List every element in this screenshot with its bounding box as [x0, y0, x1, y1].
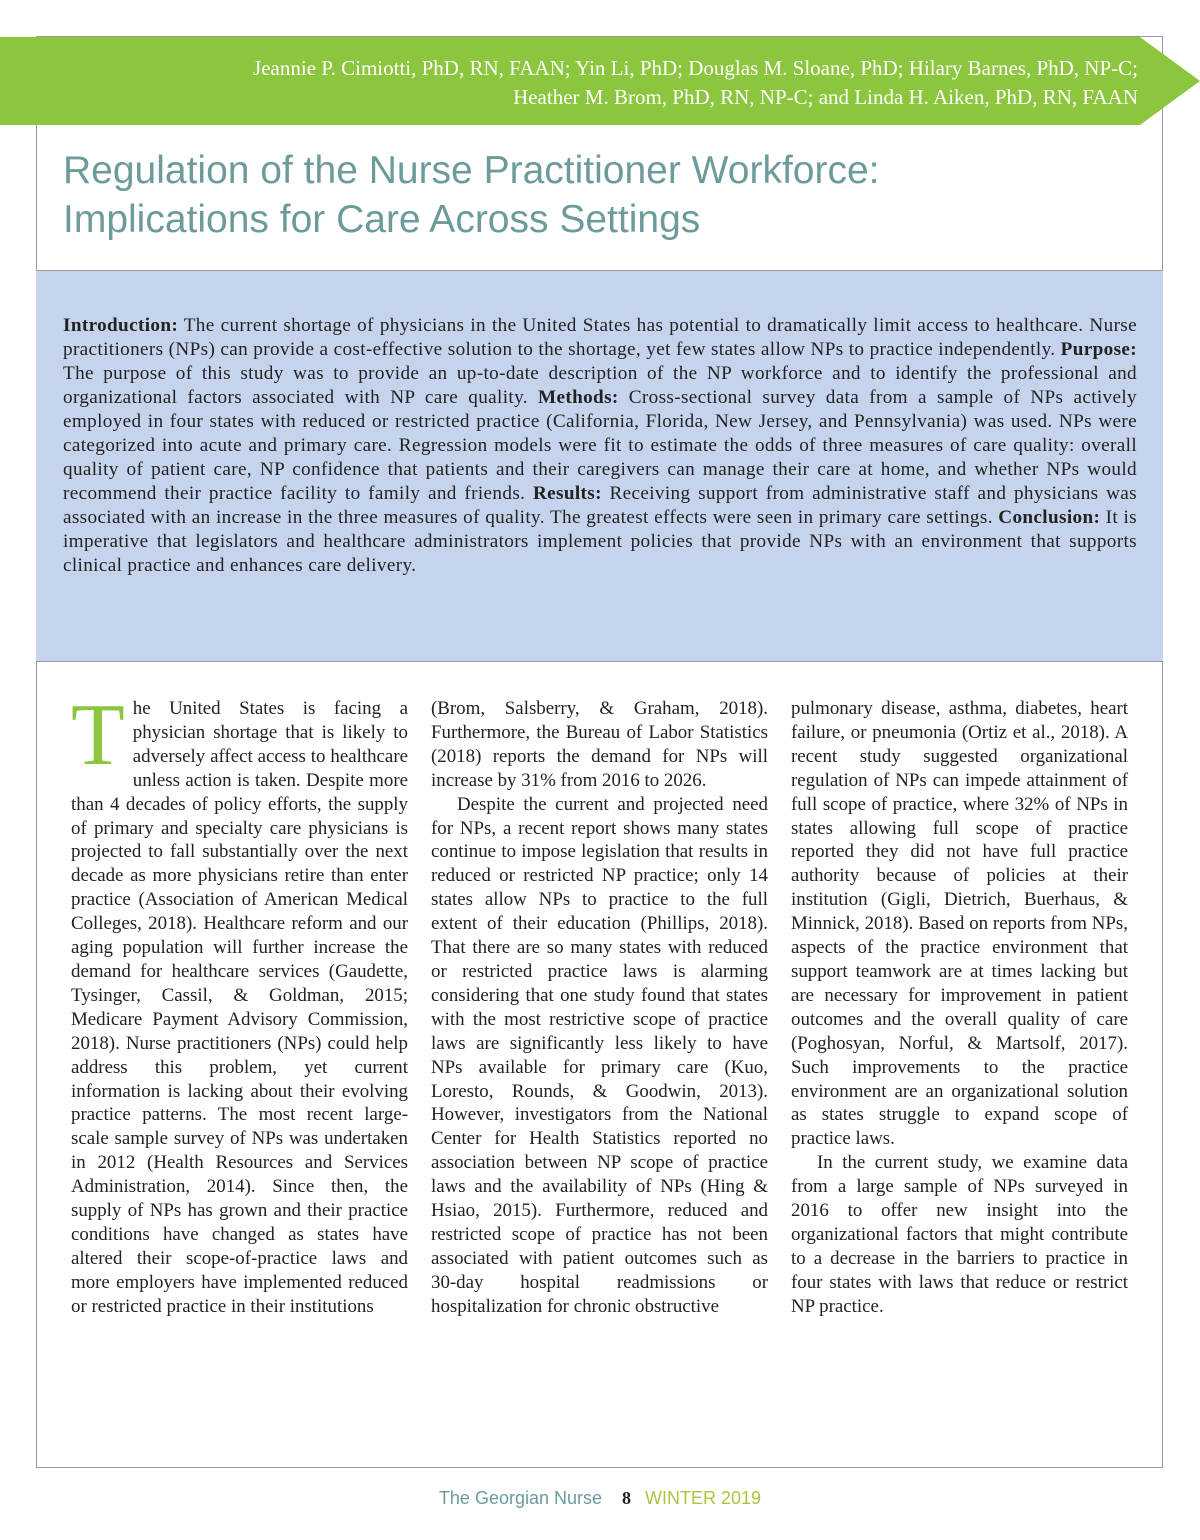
abstract-text	[63, 314, 1137, 578]
conclusion-text: It is imperative that legislators and healthcare administrators implement policies that provide NPs with an environment that supports clinical practice and enhances care delivery.	[63, 507, 1137, 576]
purpose-text: The purpose of this study was to provide an up-to-date description of the NP workforce and to identify the professional and organizational factors associated with NP care quality.	[63, 363, 1137, 408]
results-label: Results:	[532, 483, 602, 504]
body-column-2	[431, 697, 768, 1319]
body-column-3	[791, 697, 1128, 1319]
intro-label: Introduction:	[63, 315, 179, 336]
publication-name: The Georgian Nurse	[438, 1488, 603, 1508]
results-text: Receiving support from administrative staff and physicians was associated with an increase in the three measures of quality. The greatest effects were seen in primary care settings.	[63, 483, 1137, 528]
conclusion-label: Conclusion:	[998, 507, 1101, 528]
methods-text: Cross-sectional survey data from a sample of NPs actively employed in four states with reduced or restricted practice (California, Florida, New Jersey, and Pennsylvania) was used. NPs were categorized into acute and primary care. Regression models were fit to estimate the odds of three measures of care quality: overall quality of patient care, NP confidence that patients and their caregivers can manage their care at home, and whether NPs would recommend their practice facility to family and friends.	[63, 387, 1137, 504]
col3-paragraph-2: In the current study, we examine data from a large sample of NPs surveyed in 2016 to offer new insight into the organizational factors that might contribute to a decrease in the barriers to practice in four states with laws that reduce or restrict NP practice.	[791, 1152, 1128, 1317]
col2-paragraph-2: Despite the current and projected need for NPs, a recent report shows many states continue to impose legislation that results in reduced or restricted NP practice; only 14 states allow NPs to practice to the full extent of their education (Phillips, 2018). That there are so many states with reduced or restricted practice laws is alarming considering that one study found that states with the most restrictive scope of practice laws are significantly less likely to have NPs available for primary care (Kuo, Loresto, Rounds, & Goodwin, 2013). However, investigators from the National Center for Health Statistics reported no association between NP scope of practice laws and the availability of NPs (Hing & Hsiao, 2015). Furthermore, reduced and restricted scope of practice has not been associated with patient outcomes such as 30-day hospital readmissions or hospitalization for chronic obstructive	[431, 793, 768, 1317]
authors-line-2: Heather M. Brom, PhD, RN, NP-C; and Linda H. Aiken, PhD, RN, FAAN	[513, 85, 1138, 109]
page-number: 8	[622, 1488, 632, 1508]
page-footer	[0, 1488, 1200, 1509]
col2-paragraph-1: (Brom, Salsberry, & Graham, 2018). Furthermore, the Bureau of Labor Statistics (2018) reports the demand for NPs will increase by 31% from 2016 to 2026.	[431, 698, 768, 791]
authors-line-1: Jeannie P. Cimiotti, PhD, RN, FAAN; Yin Li, PhD; Douglas M. Sloane, PhD; Hilary Barnes, PhD, NP-C;	[253, 56, 1138, 80]
article-title	[63, 146, 1143, 244]
abstract-box	[36, 270, 1163, 662]
issue-label: WINTER 2019	[645, 1488, 762, 1508]
purpose-label: Purpose:	[1060, 339, 1137, 360]
col3-paragraph-1: pulmonary disease, asthma, diabetes, heart failure, or pneumonia (Ortiz et al., 2018). A recent study suggested organizational regulation of NPs can impede attainment of full scope of practice, where 32% of NPs in states allowing full scope of practice reported they did not have full practice authority because of policies at their institution (Gigli, Dietrich, Buerhaus, & Minnick, 2018). Based on reports from NPs, aspects of the practice environment that support teamwork are at times lacking but are necessary for improvement in patient outcomes and the overall quality of care (Poghosyan, Norful, & Martsolf, 2017). Such improvements to the practice environment are an organizational solution as states struggle to expand scope of practice laws.	[791, 698, 1128, 1150]
title-line-2: Implications for Care Across Settings	[63, 198, 701, 241]
body-paragraph	[71, 687, 408, 1319]
col1-paragraph-1-text: he United States is facing a physician shortage that is likely to adversely affect access to healthcare unless action is taken. Despite more than 4 decades of policy efforts, the supply of primary and specialty care physicians is projected to fall substantially over the next decade as more physicians retire than enter practice (Association of American Medical Colleges, 2018). Healthcare reform and our aging population will further increase the demand for healthcare services (Gaudette, Tysinger, Cassil, & Goldman, 2015; Medicare Payment Advisory Commission, 2018). Nurse practitioners (NPs) could help address this problem, yet current information is lacking about their evolving practice patterns. The most recent large-scale sample survey of NPs was undertaken in 2012 (Health Resources and Services Administration, 2014). Since then, the supply of NPs has grown and their practice conditions have changed as states have altered their scope-of-practice laws and more employers have implemented reduced or restricted practice in their institutions	[71, 698, 408, 1317]
intro-text: The current shortage of physicians in the United States has potential to dramatically limit access to healthcare. Nurse practitioners (NPs) can provide a cost-effective solution to the shortage, yet few states allow NPs to practice independently.	[63, 315, 1137, 360]
title-line-1: Regulation of the Nurse Practitioner Workforce:	[63, 149, 880, 192]
methods-label: Methods:	[538, 387, 619, 408]
body-column-1	[71, 687, 408, 1319]
drop-cap: T	[71, 687, 125, 784]
author-list	[78, 54, 1138, 112]
